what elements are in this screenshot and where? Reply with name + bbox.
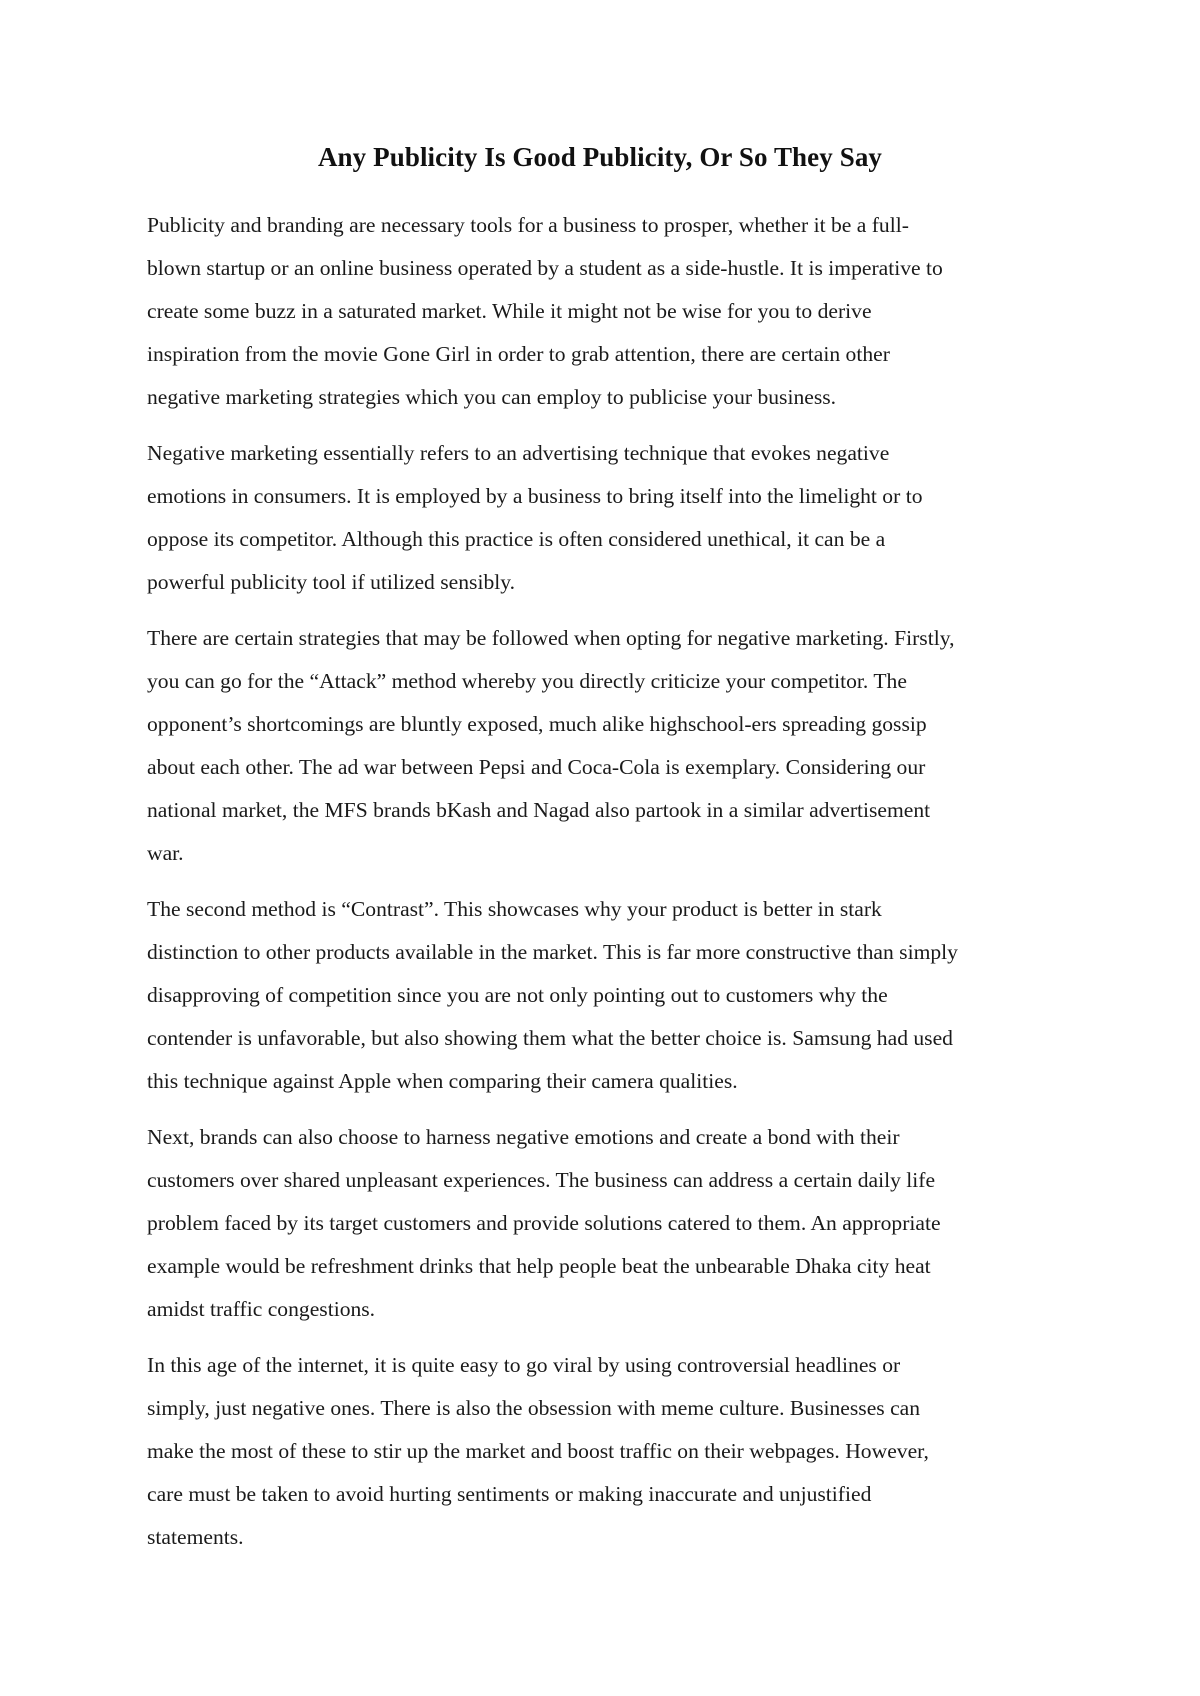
text-line: amidst traffic congestions. [147,1297,376,1321]
text-line: statements. [147,1525,244,1549]
text-line: inspiration from the movie Gone Girl in order to grab attention, there are certain other [147,342,890,366]
text-line: simply, just negative ones. There is also the obsession with meme culture. Businesses can [147,1396,921,1420]
text-line: Negative marketing essentially refers to an advertising technique that evokes negative [147,441,890,465]
text-line: powerful publicity tool if utilized sensibly. [147,570,516,594]
text-line: this technique against Apple when comparing their camera qualities. [147,1069,738,1093]
document-title: Any Publicity Is Good Publicity, Or So They Say [317,142,883,172]
paragraph [147,432,1067,604]
text-line: There are certain strategies that may be followed when opting for negative marketing. Firstly, [147,626,955,650]
text-line: example would be refreshment drinks that help people beat the unbearable Dhaka city heat [147,1254,931,1278]
text-line: war. [147,841,184,865]
text-line: customers over shared unpleasant experiences. The business can address a certain daily life [147,1168,936,1192]
text-line: make the most of these to stir up the market and boost traffic on their webpages. However, [147,1439,929,1463]
text-line: In this age of the internet, it is quite easy to go viral by using controversial headlines or [147,1353,901,1377]
text-line: negative marketing strategies which you can employ to publicise your business. [147,385,837,409]
paragraph [147,1116,1067,1331]
paragraph [147,1344,1067,1559]
text-line: disapproving of competition since you are not only pointing out to customers why the [147,983,888,1007]
text-line: you can go for the “Attack” method whereby you directly criticize your competitor. The [147,669,907,693]
text-line: about each other. The ad war between Pepsi and Coca-Cola is exemplary. Considering our [147,755,926,779]
text-line: national market, the MFS brands bKash and Nagad also partook in a similar advertisement [147,798,931,822]
text-line: Next, brands can also choose to harness negative emotions and create a bond with their [147,1125,900,1149]
text-line: blown startup or an online business operated by a student as a side-hustle. It is imperative to [147,256,943,280]
text-line: The second method is “Contrast”. This showcases why your product is better in stark [147,897,882,921]
text-line: create some buzz in a saturated market. While it might not be wise for you to derive [147,299,872,323]
text-line: oppose its competitor. Although this practice is often considered unethical, it can be a [147,527,886,551]
text-line: opponent’s shortcomings are bluntly exposed, much alike highschool-ers spreading gossip [147,712,927,736]
text-line: emotions in consumers. It is employed by a business to bring itself into the limelight or to [147,484,923,508]
paragraph [147,617,1067,875]
text-line: care must be taken to avoid hurting sentiments or making inaccurate and unjustified [147,1482,872,1506]
text-line: distinction to other products available in the market. This is far more constructive than simply [147,940,958,964]
paragraph [147,204,1067,419]
text-line: Publicity and branding are necessary tools for a business to prosper, whether it be a full- [147,213,909,237]
text-line: contender is unfavorable, but also showing them what the better choice is. Samsung had used [147,1026,953,1050]
text-line: problem faced by its target customers and provide solutions catered to them. An appropriate [147,1211,941,1235]
paragraph [147,888,1067,1103]
document-body [147,204,1067,1572]
